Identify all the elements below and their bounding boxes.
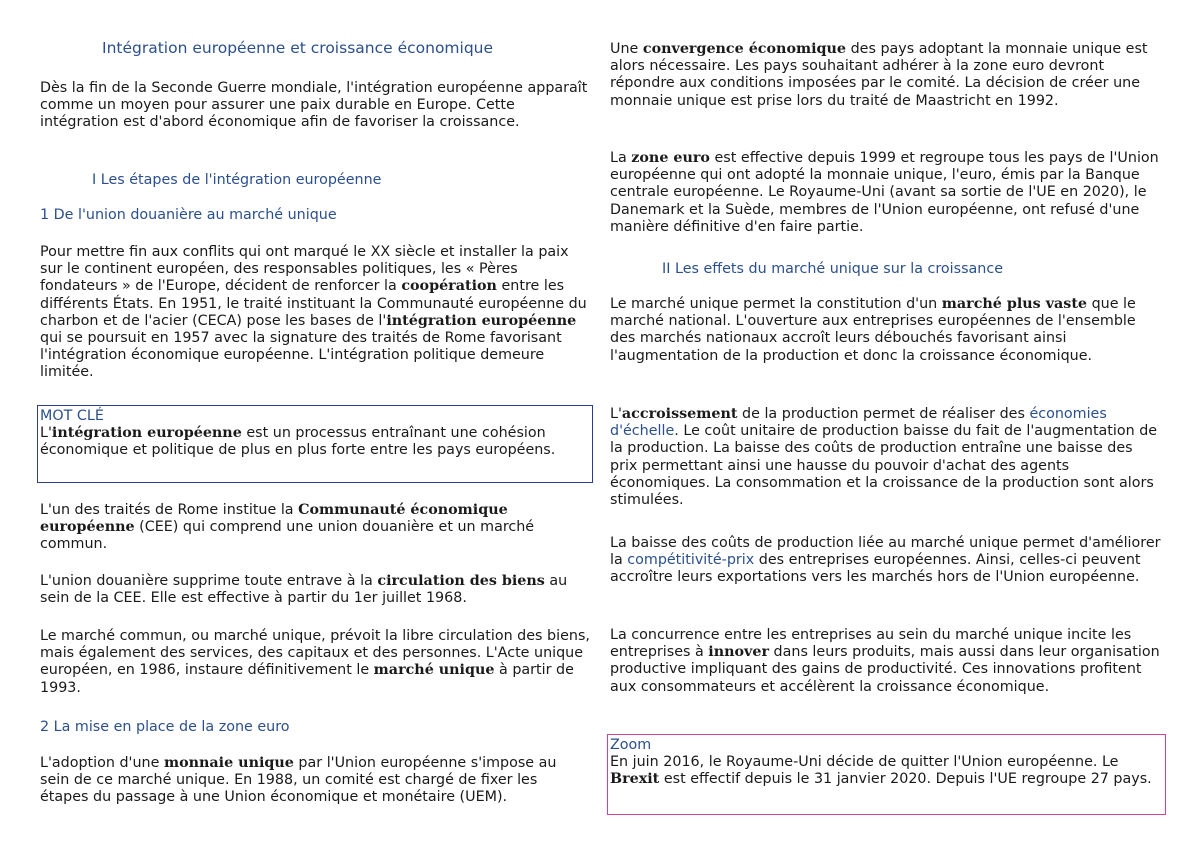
text: à partir de 1993. xyxy=(40,662,574,696)
keyword-single-market: marché unique xyxy=(373,662,495,679)
text: est effectif depuis le 31 janvier 2020. Depuis l'UE regroupe 27 pays. xyxy=(659,771,1152,788)
keyword-euro-zone: zone euro xyxy=(631,150,710,166)
text: des entreprises européennes. Ainsi, celles-ci peuvent accroître leurs exportations vers les marchés hors de l'Union européenne. xyxy=(610,552,1141,586)
text: au sein de la CEE. Elle est effective à partir du 1er juillet 1968. xyxy=(40,573,568,607)
zoom-box-label: Zoom xyxy=(610,737,652,753)
text: entre les différents États. En 1951, le traité instituant la Communauté européenne du charbon et de l'acier (CECA) pose les bases de l' xyxy=(40,278,587,329)
keyword-convergence: convergence économique xyxy=(642,41,847,57)
keyword-box xyxy=(37,405,593,483)
section-heading-2: II Les effets du marché unique sur la croissance xyxy=(662,261,1004,277)
section-heading-1: I Les étapes de l'intégration européenne xyxy=(92,172,382,188)
paragraph-cee xyxy=(40,502,590,554)
keyword-term: intégration européenne xyxy=(51,425,242,442)
keyword-cee: Communauté économique européenne xyxy=(40,502,508,536)
text: Le marché commun, ou marché unique, prévoit la libre circulation des biens, mais également des services, des capitaux et des personnes. L'Acte unique européen, en 1986, instaure définitivement le xyxy=(40,628,590,679)
text: Pour mettre fin aux conflits qui ont marqué le XX siècle et installer la paix sur le continent européen, des responsables politiques, les « Pères fondateurs » de l'Europe, décident de renforcer la xyxy=(40,244,569,295)
subsection-heading-2: 2 La mise en place de la zone euro xyxy=(40,719,290,735)
zoom-text xyxy=(610,754,1161,788)
text: Une xyxy=(610,41,643,57)
text: que le marché national. L'ouverture aux entreprises européennes de l'ensemble des marchés nationaux accroît leurs débouchés favorisant ainsi l'augmentation de la production et donc la croissance économique. xyxy=(610,296,1136,364)
keyword-growth: accroissement xyxy=(621,406,738,422)
text: dans leurs produits, mais aussi dans leur organisation productive impliquant des gains de productivité. Ces innovations profitent aux consommateurs et accélèrent la croissance économique. xyxy=(610,644,1160,695)
text: La xyxy=(610,150,632,166)
text: est un processus entraînant une cohésion économique et politique de plus en plus forte entre les pays européens. xyxy=(40,425,556,459)
intro-paragraph: Dès la fin de la Seconde Guerre mondiale, l'intégration européenne apparaît comme un moyen pour assurer une paix durable en Europe. Cette intégration est d'abord économique afin de favoriser la croissance. xyxy=(40,80,588,131)
link-price-competitiveness[interactable]: compétitivité-prix xyxy=(627,552,755,569)
keyword-cooperation: coopération xyxy=(401,278,497,295)
text: L' xyxy=(40,425,52,442)
paragraph-single-market xyxy=(40,628,590,697)
link-economies-of-scale[interactable]: économies d'échelle xyxy=(610,406,1107,440)
text: La concurrence entre les entreprises au sein du marché unique incite les entreprises à xyxy=(610,627,1132,661)
text: de la production permet de réaliser des xyxy=(737,406,1030,422)
text: L'un des traités de Rome institue la xyxy=(40,502,299,518)
keyword-larger-market: marché plus vaste xyxy=(941,296,1088,312)
text: L' xyxy=(610,406,622,422)
text: L'adoption d'une xyxy=(40,755,164,771)
text: Le marché unique permet la constitution d'un xyxy=(610,296,942,312)
paragraph-customs-union xyxy=(40,573,590,607)
text: La baisse des coûts de production liée au marché unique permet d'améliorer la xyxy=(610,535,1161,569)
paragraph-larger-market xyxy=(610,296,1162,365)
text: est effective depuis 1999 et regroupe tous les pays de l'Union européenne qui ont adopté la monnaie unique, l'euro, émis par la Banque centrale européenne. Le Royaume-Uni (avant sa sortie de l'UE en 2020), le Danemark et la Suède, membres de l'Union européenne, ont refusé d'une manière définitive d'en faire partie. xyxy=(610,150,1159,235)
paragraph-growth xyxy=(610,406,1162,509)
paragraph-cooperation xyxy=(40,244,590,382)
text: des pays adoptant la monnaie unique est alors nécessaire. Les pays souhaitant adhérer à la zone euro devront répondre aux conditions imposées par le comité. La décision de créer une monnaie unique est prise lors du traité de Maastricht en 1992. xyxy=(610,41,1148,109)
text: . Le coût unitaire de production baisse du fait de l'augmentation de la production. La baisse des coûts de production entraîne une baisse des prix permettant ainsi une hausse du pouvoir d'achat des agents économiques. La consommation et la croissance de la production sont alors stimulées. xyxy=(610,423,1158,509)
paragraph-single-currency xyxy=(40,755,590,807)
paragraph-euro-zone xyxy=(610,150,1162,236)
text: par l'Union européenne s'impose au sein de ce marché unique. En 1988, un comité est chargé de fixer les étapes du passage à une Union économique et monétaire (UEM). xyxy=(40,755,557,806)
paragraph-competitiveness xyxy=(610,535,1162,587)
keyword-circulation: circulation des biens xyxy=(377,573,545,589)
keyword-single-currency: monnaie unique xyxy=(163,755,294,771)
text: qui se poursuit en 1957 avec la signature des traités de Rome favorisant l'intégration économique européenne. L'intégration politique demeure limitée. xyxy=(40,330,562,381)
paragraph-innovation xyxy=(610,627,1162,696)
text: En juin 2016, le Royaume-Uni décide de quitter l'Union européenne. Le xyxy=(610,754,1119,771)
subsection-heading-1: 1 De l'union douanière au marché unique xyxy=(40,207,337,223)
text: L'union douanière supprime toute entrave à la xyxy=(40,573,378,589)
keyword-brexit: Brexit xyxy=(610,771,660,788)
zoom-box xyxy=(607,734,1166,815)
text: (CEE) qui comprend une union douanière et un marché commun. xyxy=(40,519,535,553)
keyword-innovate: innover xyxy=(708,644,769,661)
keyword-definition xyxy=(40,425,588,459)
keyword-integration: intégration européenne xyxy=(386,312,577,329)
keyword-box-label: MOT CLÉ xyxy=(40,408,104,424)
page-title: Intégration européenne et croissance économique xyxy=(102,39,494,57)
paragraph-convergence xyxy=(610,41,1162,110)
